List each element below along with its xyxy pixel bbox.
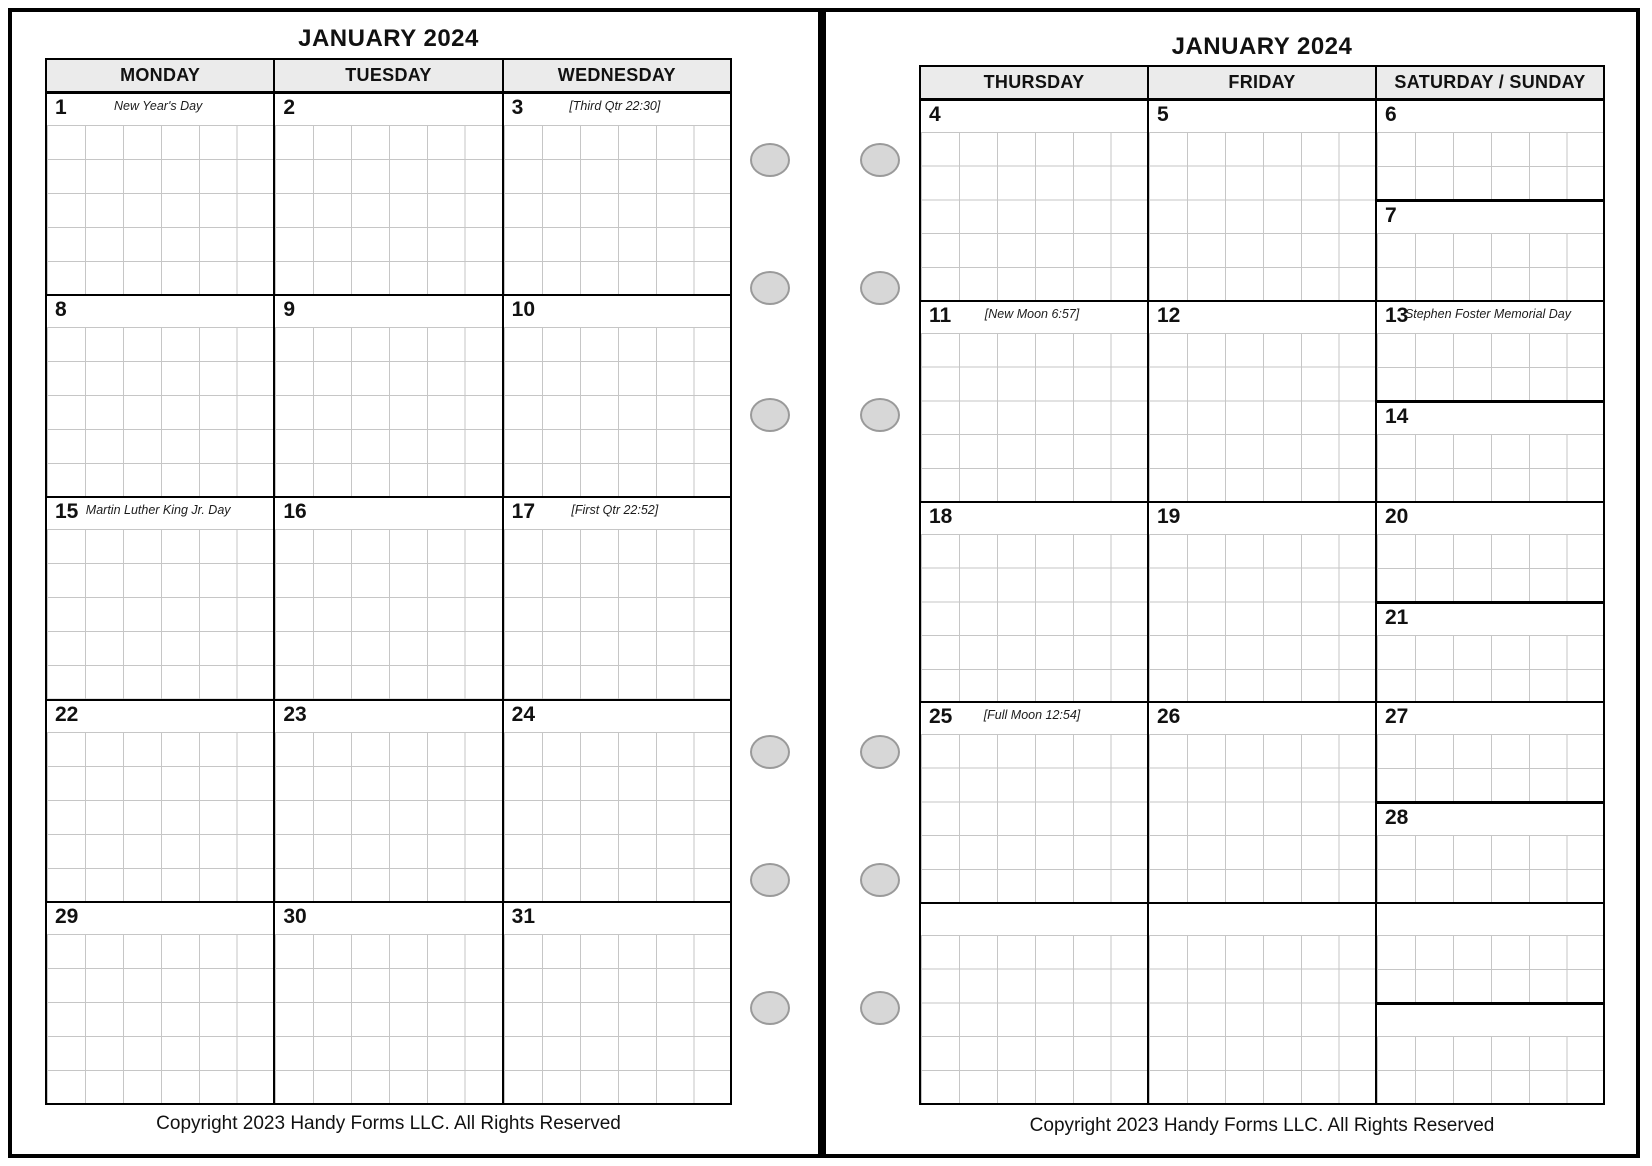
writing-grid xyxy=(275,529,501,698)
weekend-cell xyxy=(1375,302,1603,501)
saturday-cell-empty xyxy=(1377,904,1603,1002)
saturday-cell-13 xyxy=(1377,302,1603,400)
day-number-27: 27 xyxy=(1385,705,1409,729)
week-row-3 xyxy=(47,496,730,698)
writing-grid xyxy=(275,732,501,901)
day-header-strip xyxy=(1377,302,1603,333)
writing-grid xyxy=(504,327,730,496)
day-note: New Year's Day xyxy=(114,99,203,113)
binder-hole-1 xyxy=(860,143,900,177)
weekend-cell xyxy=(1375,101,1603,300)
day-number-10: 10 xyxy=(511,298,536,322)
day-cell-4 xyxy=(921,101,1147,300)
weekday-header-row xyxy=(47,60,730,94)
writing-grid xyxy=(47,732,273,901)
writing-grid xyxy=(921,333,1147,501)
day-header-strip xyxy=(275,701,501,732)
day-header-strip xyxy=(275,94,501,125)
day-cell-10 xyxy=(502,296,730,496)
day-header-strip xyxy=(1377,804,1603,835)
day-note: [New Moon 6:57] xyxy=(984,306,1080,321)
calendar-grid-right xyxy=(919,65,1605,1105)
month-title: JANUARY 2024 xyxy=(298,25,479,52)
week-row-4 xyxy=(47,699,730,901)
binder-hole-5 xyxy=(860,863,900,897)
writing-grid xyxy=(504,732,730,901)
week-row-5 xyxy=(47,901,730,1103)
saturday-cell-27 xyxy=(1377,703,1603,801)
day-number-19: 19 xyxy=(1157,504,1181,528)
writing-grid xyxy=(1377,935,1603,1002)
day-header-strip xyxy=(1377,403,1603,434)
writing-grid xyxy=(504,529,730,698)
day-header-strip xyxy=(504,701,730,732)
sunday-cell-7 xyxy=(1377,199,1603,300)
day-header-strip xyxy=(1377,604,1603,635)
writing-grid xyxy=(1149,935,1375,1103)
calendar-grid-left xyxy=(45,58,732,1105)
writing-grid xyxy=(1377,635,1603,702)
day-header-strip xyxy=(1377,202,1603,233)
writing-grid xyxy=(1377,734,1603,801)
day-cell-19 xyxy=(1147,503,1375,702)
day-number-30: 30 xyxy=(283,904,307,928)
week-row-4 xyxy=(921,701,1603,902)
day-cell-30 xyxy=(273,903,501,1103)
day-note: [Full Moon 12:54] xyxy=(983,708,1081,723)
day-cell-empty xyxy=(1147,904,1375,1103)
day-number-29: 29 xyxy=(55,904,79,928)
day-header-strip xyxy=(47,498,273,529)
day-number-24: 24 xyxy=(511,702,536,726)
day-number-28: 28 xyxy=(1385,806,1409,830)
writing-grid xyxy=(47,934,273,1103)
writing-grid xyxy=(504,125,730,294)
day-number-12: 12 xyxy=(1157,303,1181,327)
day-header-strip xyxy=(921,703,1147,734)
weekend-cell xyxy=(1375,703,1603,902)
week-row-2 xyxy=(47,294,730,496)
day-cell-25 xyxy=(921,703,1147,902)
day-number-26: 26 xyxy=(1157,705,1181,729)
day-note: Stephen Foster Memorial Day xyxy=(1404,306,1572,321)
day-number-3: 3 xyxy=(511,96,524,119)
writing-grid xyxy=(275,934,501,1103)
weekday-header-saturday-sunday: SATURDAY / SUNDAY xyxy=(1375,67,1603,98)
day-header-strip xyxy=(504,498,730,529)
day-header-strip xyxy=(1377,503,1603,534)
writing-grid xyxy=(921,734,1147,902)
weekday-header-row xyxy=(921,67,1603,101)
sunday-cell-21 xyxy=(1377,601,1603,702)
day-number-1: 1 xyxy=(55,96,67,119)
day-header-strip xyxy=(47,94,273,125)
week-row-3 xyxy=(921,501,1603,702)
writing-grid xyxy=(1149,333,1375,501)
day-cell-5 xyxy=(1147,101,1375,300)
day-header-strip xyxy=(921,503,1147,534)
day-cell-29 xyxy=(47,903,273,1103)
day-number-14: 14 xyxy=(1385,404,1409,428)
day-header-strip xyxy=(1377,703,1603,734)
day-cell-empty xyxy=(921,904,1147,1103)
day-header-strip xyxy=(1377,101,1603,132)
day-number-25: 25 xyxy=(929,705,953,729)
day-number-21: 21 xyxy=(1385,605,1409,629)
day-cell-15 xyxy=(47,498,273,698)
binder-hole-4 xyxy=(750,735,790,769)
writing-grid xyxy=(1377,434,1603,501)
binder-hole-3 xyxy=(750,398,790,432)
binder-hole-2 xyxy=(860,271,900,305)
writing-grid xyxy=(1149,734,1375,902)
day-header-strip xyxy=(504,903,730,934)
day-cell-1 xyxy=(47,94,273,294)
writing-grid xyxy=(1377,333,1603,400)
month-title: JANUARY 2024 xyxy=(1171,33,1353,60)
day-header-strip xyxy=(1149,302,1375,333)
day-header-strip xyxy=(504,296,730,327)
weekend-cell xyxy=(1375,503,1603,702)
day-cell-24 xyxy=(502,701,730,901)
sunday-cell-empty xyxy=(1377,1002,1603,1103)
day-cell-3 xyxy=(502,94,730,294)
writing-grid xyxy=(921,132,1147,300)
day-note: [Third Qtr 22:30] xyxy=(569,99,661,113)
day-number-5: 5 xyxy=(1157,103,1169,126)
weekday-header-thursday: THURSDAY xyxy=(983,72,1085,92)
day-header-strip xyxy=(1377,904,1603,935)
day-number-31: 31 xyxy=(511,904,536,928)
binder-hole-3 xyxy=(860,398,900,432)
weekday-header-monday: MONDAY xyxy=(120,65,201,85)
day-cell-8 xyxy=(47,296,273,496)
day-cell-23 xyxy=(273,701,501,901)
day-number-17: 17 xyxy=(511,500,536,524)
day-number-7: 7 xyxy=(1385,203,1397,227)
writing-grid xyxy=(921,935,1147,1103)
writing-grid xyxy=(1377,534,1603,601)
day-header-strip xyxy=(1149,503,1375,534)
weekend-cell xyxy=(1375,904,1603,1103)
day-number-11: 11 xyxy=(929,303,952,327)
planner-page-left xyxy=(8,8,822,1158)
day-header-strip xyxy=(921,101,1147,132)
day-header-strip xyxy=(1149,904,1375,935)
writing-grid xyxy=(1377,233,1603,300)
day-header-strip xyxy=(275,903,501,934)
writing-grid xyxy=(1377,132,1603,199)
day-note: Martin Luther King Jr. Day xyxy=(85,503,231,518)
writing-grid xyxy=(47,125,273,294)
writing-grid xyxy=(47,529,273,698)
week-row-2 xyxy=(921,300,1603,501)
writing-grid xyxy=(504,934,730,1103)
day-header-strip xyxy=(47,701,273,732)
binder-hole-2 xyxy=(750,271,790,305)
day-cell-12 xyxy=(1147,302,1375,501)
day-number-4: 4 xyxy=(929,103,941,126)
day-cell-2 xyxy=(273,94,501,294)
binder-hole-6 xyxy=(860,991,900,1025)
weekday-header-tuesday: TUESDAY xyxy=(273,60,501,91)
binder-hole-5 xyxy=(750,863,790,897)
writing-grid xyxy=(921,534,1147,702)
day-header-strip xyxy=(921,904,1147,935)
day-number-20: 20 xyxy=(1385,504,1409,528)
binder-hole-6 xyxy=(750,991,790,1025)
copyright-line: Copyright 2023 Handy Forms LLC. All Rights Reserved xyxy=(156,1113,621,1134)
saturday-cell-20 xyxy=(1377,503,1603,601)
day-cell-11 xyxy=(921,302,1147,501)
weekday-header-friday: FRIDAY xyxy=(1147,67,1375,98)
copyright-line: Copyright 2023 Handy Forms LLC. All Rights Reserved xyxy=(1029,1115,1495,1136)
day-cell-9 xyxy=(273,296,501,496)
day-cell-18 xyxy=(921,503,1147,702)
writing-grid xyxy=(275,125,501,294)
writing-grid xyxy=(1377,835,1603,902)
day-cell-26 xyxy=(1147,703,1375,902)
day-number-9: 9 xyxy=(283,298,296,322)
day-header-strip xyxy=(47,903,273,934)
writing-grid xyxy=(1377,1036,1603,1103)
day-number-18: 18 xyxy=(929,504,953,528)
day-header-strip xyxy=(275,296,501,327)
day-header-strip xyxy=(1377,1005,1603,1036)
week-row-1 xyxy=(47,94,730,294)
binder-hole-1 xyxy=(750,143,790,177)
day-header-strip xyxy=(1149,101,1375,132)
day-header-strip xyxy=(275,498,501,529)
planner-page-right xyxy=(822,8,1640,1158)
day-number-15: 15 xyxy=(55,500,79,524)
day-cell-22 xyxy=(47,701,273,901)
day-header-strip xyxy=(47,296,273,327)
weekday-header-wednesday: WEDNESDAY xyxy=(502,60,730,91)
binder-hole-4 xyxy=(860,735,900,769)
writing-grid xyxy=(1149,132,1375,300)
writing-grid xyxy=(275,327,501,496)
day-cell-16 xyxy=(273,498,501,698)
day-header-strip xyxy=(1149,703,1375,734)
day-note: [First Qtr 22:52] xyxy=(571,503,659,518)
day-number-23: 23 xyxy=(283,702,307,726)
day-number-2: 2 xyxy=(283,96,296,119)
week-row-5 xyxy=(921,902,1603,1103)
day-number-22: 22 xyxy=(55,702,79,726)
day-header-strip xyxy=(921,302,1147,333)
writing-grid xyxy=(1149,534,1375,702)
day-cell-31 xyxy=(502,903,730,1103)
day-number-8: 8 xyxy=(55,298,67,322)
day-number-16: 16 xyxy=(283,500,307,524)
day-cell-17 xyxy=(502,498,730,698)
day-number-6: 6 xyxy=(1385,103,1397,126)
day-number-13: 13 xyxy=(1385,303,1409,327)
day-header-strip xyxy=(504,94,730,125)
saturday-cell-6 xyxy=(1377,101,1603,199)
sunday-cell-28 xyxy=(1377,801,1603,902)
week-row-1 xyxy=(921,101,1603,300)
sunday-cell-14 xyxy=(1377,400,1603,501)
writing-grid xyxy=(47,327,273,496)
